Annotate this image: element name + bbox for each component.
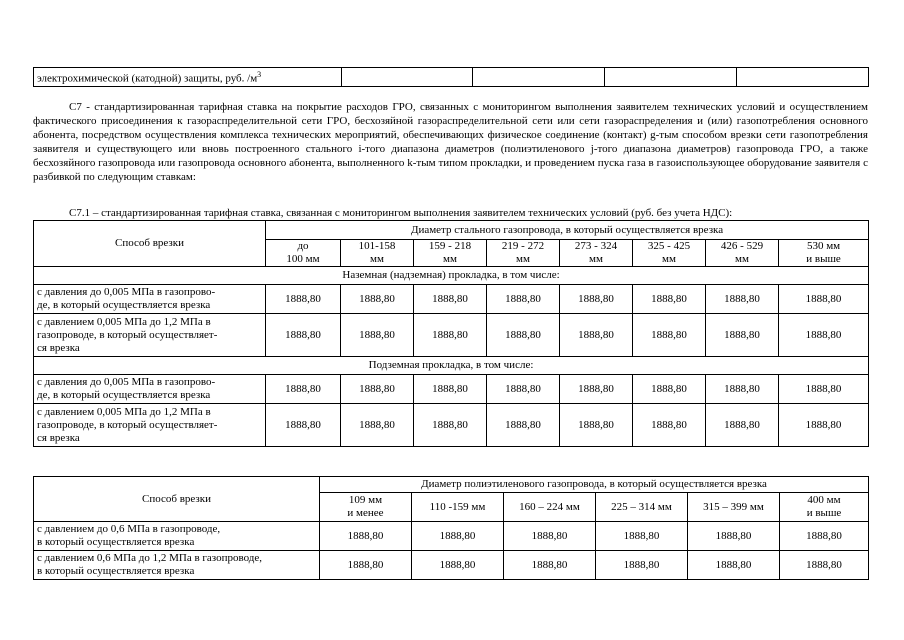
tariff-value: 1888,80 (779, 314, 869, 357)
row-label (34, 375, 266, 404)
row-label (34, 314, 266, 357)
tariff-value: 1888,80 (487, 404, 560, 447)
diameter-column-header (320, 493, 412, 522)
diameter-column-header-line: 325 - 425 (647, 240, 691, 252)
diameter-column-header (412, 493, 504, 522)
row-label-line: газопроводе, в который осуществляет- (37, 418, 218, 431)
row-label (34, 522, 320, 551)
row-label-line: ся врезка (37, 431, 80, 444)
top-table-fragment (33, 67, 869, 87)
row-label (34, 551, 320, 580)
tariff-value: 1888,80 (504, 551, 596, 580)
pe-pipeline-table (33, 476, 869, 580)
paragraph: С7 - стандартизированная тарифная ставка на покрытие расходов ГРО, связанных с мониторингом выполнения заявителем технических условий и осуществлением фактического присоединения к газораспределительной сети ГРО, бесхозяйной газораспределительной сети или сети газораспределения и (или) газопотребления основного абонента, посредством осуществления комплекса технических мероприятий, обеспечивающих физическое соединение (контакт) g-тым способом врезки сети газопотребления заявителя и существующего или вновь построенного стального i-того диапазона диаметров (полиэтиленового j-того диапазона диаметров) газопровода ГРО, а также бесхозяйного газопровода или газопровода основного абонента, выполненного k-тым типом прокладки, и проведением пуска газа в газоиспользующее оборудование заявителя с разбивкой по следующим ставкам: (33, 101, 868, 183)
table-row (34, 314, 869, 357)
row-label-line: с давлением 0,005 МПа до 1,2 МПа в (37, 315, 211, 328)
diameter-column-header (504, 493, 596, 522)
tariff-value: 1888,80 (266, 404, 341, 447)
tariff-value: 1888,80 (487, 375, 560, 404)
c7-1-subtitle: С7.1 – стандартизированная тарифная ставка, связанная с мониторингом выполнения заявителем технических условий (руб. без учета НДС): (69, 207, 733, 219)
tariff-value: 1888,80 (706, 404, 779, 447)
diameter-column-header-line: мм (370, 253, 384, 265)
table-row (34, 551, 869, 580)
row-label (34, 404, 266, 447)
tariff-value: 1888,80 (487, 285, 560, 314)
tariff-value: 1888,80 (414, 314, 487, 357)
table-row (34, 522, 869, 551)
row-label-line: де, в который осуществляется врезка (37, 299, 211, 311)
tariff-value: 1888,80 (706, 375, 779, 404)
diameter-column-header-line: 426 - 529 (720, 240, 764, 252)
section-row (34, 357, 869, 375)
top-row-label: электрохимической (катодной) защиты, руб. $/м^3$ (34, 68, 342, 87)
top-row-cell (342, 68, 473, 87)
tariff-value: 1888,80 (779, 375, 869, 404)
tariff-value: 1888,80 (504, 522, 596, 551)
diameter-column-header-line: мм (443, 253, 457, 265)
tariff-value: 1888,80 (341, 285, 414, 314)
method-header: Способ врезки (34, 477, 320, 522)
tariff-value: 1888,80 (412, 551, 504, 580)
row-label-line: с давлением 0,6 МПа до 1,2 МПа в газопроводе, (37, 552, 262, 564)
tariff-value: 1888,80 (560, 285, 633, 314)
diameter-column-header-line: 225 – 314 мм (611, 500, 672, 513)
diameter-column-header-line: 315 – 399 мм (703, 500, 764, 513)
row-label-line: с давлением до 0,6 МПа в газопроводе, (37, 523, 221, 535)
tariff-value: 1888,80 (266, 314, 341, 357)
tariff-value: 1888,80 (560, 404, 633, 447)
diameter-column-header (706, 240, 779, 267)
diameter-column-header-line: мм (516, 253, 530, 265)
tariff-value: 1888,80 (633, 404, 706, 447)
tariff-value: 1888,80 (414, 404, 487, 447)
diameter-column-header-line: 159 - 218 (428, 240, 472, 252)
tariff-value: 1888,80 (341, 375, 414, 404)
row-label-line: ся врезка (37, 341, 80, 354)
row-label-line: газопроводе, в который осуществляет- (37, 328, 218, 341)
tariff-value: 1888,80 (414, 375, 487, 404)
tariff-value: 1888,80 (596, 522, 688, 551)
tariff-value: 1888,80 (487, 314, 560, 357)
tariff-value: 1888,80 (266, 375, 341, 404)
tariff-value: 1888,80 (341, 314, 414, 357)
tariff-value: 1888,80 (706, 314, 779, 357)
diameter-column-header-line: 160 – 224 мм (519, 500, 580, 513)
tariff-value: 1888,80 (688, 551, 780, 580)
tariff-value: 1888,80 (412, 522, 504, 551)
tariff-value: 1888,80 (320, 522, 412, 551)
top-row-cell (473, 68, 605, 87)
diameter-column-header-line: мм (735, 253, 749, 265)
diameter-column-header (596, 493, 688, 522)
diameter-column-header-line: мм (662, 253, 676, 265)
diameter-column-header-line: и менее (347, 507, 384, 519)
diameter-column-header-line: 101-158 (358, 240, 396, 252)
diameter-column-header-line: 100 мм (286, 253, 320, 265)
tariff-value: 1888,80 (780, 551, 869, 580)
row-label-line: в который осуществляется врезка (37, 565, 195, 577)
tariff-value: 1888,80 (633, 285, 706, 314)
row-label-line: с давления до 0,005 МПа в газопрово- (37, 376, 216, 388)
diameter-column-header-line: 530 мм (806, 240, 841, 252)
diameter-column-header (414, 240, 487, 267)
tariff-value: 1888,80 (596, 551, 688, 580)
diameter-column-header-line: и выше (806, 507, 842, 519)
diameter-column-header (560, 240, 633, 267)
diameter-column-header (688, 493, 780, 522)
section-row (34, 267, 869, 285)
method-header: Способ врезки (34, 221, 266, 267)
header-row (34, 477, 869, 493)
diameter-column-header (780, 493, 869, 522)
tariff-value: 1888,80 (688, 522, 780, 551)
top-row-cell (737, 68, 869, 87)
table-row (34, 404, 869, 447)
diameter-column-header-line: 273 - 324 (574, 240, 618, 252)
diameter-column-header-line: 109 мм (348, 494, 383, 506)
section-title: Наземная (надземная) прокладка, в том числе: (34, 267, 869, 285)
diameter-column-header-line: 400 мм (807, 494, 841, 506)
row-label-line: в который осуществляется врезка (37, 536, 195, 548)
tariff-value: 1888,80 (779, 404, 869, 447)
tariff-value: 1888,80 (779, 285, 869, 314)
tariff-value: 1888,80 (633, 314, 706, 357)
diameter-column-header-line: и выше (806, 253, 841, 265)
table-row (34, 285, 869, 314)
tariff-value: 1888,80 (706, 285, 779, 314)
diameter-header: Диаметр стального газопровода, в который осуществляется врезка (266, 221, 869, 240)
diameter-header: Диаметр полиэтиленового газопровода, в который осуществляется врезка (320, 477, 869, 493)
diameter-column-header (487, 240, 560, 267)
diameter-column-header-line: 110 -159 мм (429, 500, 486, 513)
tariff-value: 1888,80 (560, 375, 633, 404)
tariff-value: 1888,80 (341, 404, 414, 447)
c7-description (33, 100, 868, 184)
steel-pipeline-table (33, 220, 869, 447)
table-row (34, 375, 869, 404)
top-row-cell (605, 68, 737, 87)
diameter-column-header-line: мм (589, 253, 603, 265)
tariff-value: 1888,80 (266, 285, 341, 314)
diameter-column-header (341, 240, 414, 267)
diameter-column-header (266, 240, 341, 267)
tariff-value: 1888,80 (633, 375, 706, 404)
row-label-line: с давлением 0,005 МПа до 1,2 МПа в (37, 405, 211, 418)
tariff-value: 1888,80 (560, 314, 633, 357)
tariff-value: 1888,80 (414, 285, 487, 314)
row-label-line: де, в который осуществляется врезка (37, 389, 211, 401)
diameter-column-header-line: 219 - 272 (501, 240, 545, 252)
diameter-column-header-line: до (297, 240, 309, 252)
section-title: Подземная прокладка, в том числе: (34, 357, 869, 375)
diameter-column-header (633, 240, 706, 267)
row-label-line: с давления до 0,005 МПа в газопрово- (37, 286, 216, 298)
tariff-value: 1888,80 (780, 522, 869, 551)
header-row (34, 221, 869, 240)
table-row (34, 68, 869, 87)
row-label (34, 285, 266, 314)
diameter-column-header (779, 240, 869, 267)
tariff-value: 1888,80 (320, 551, 412, 580)
